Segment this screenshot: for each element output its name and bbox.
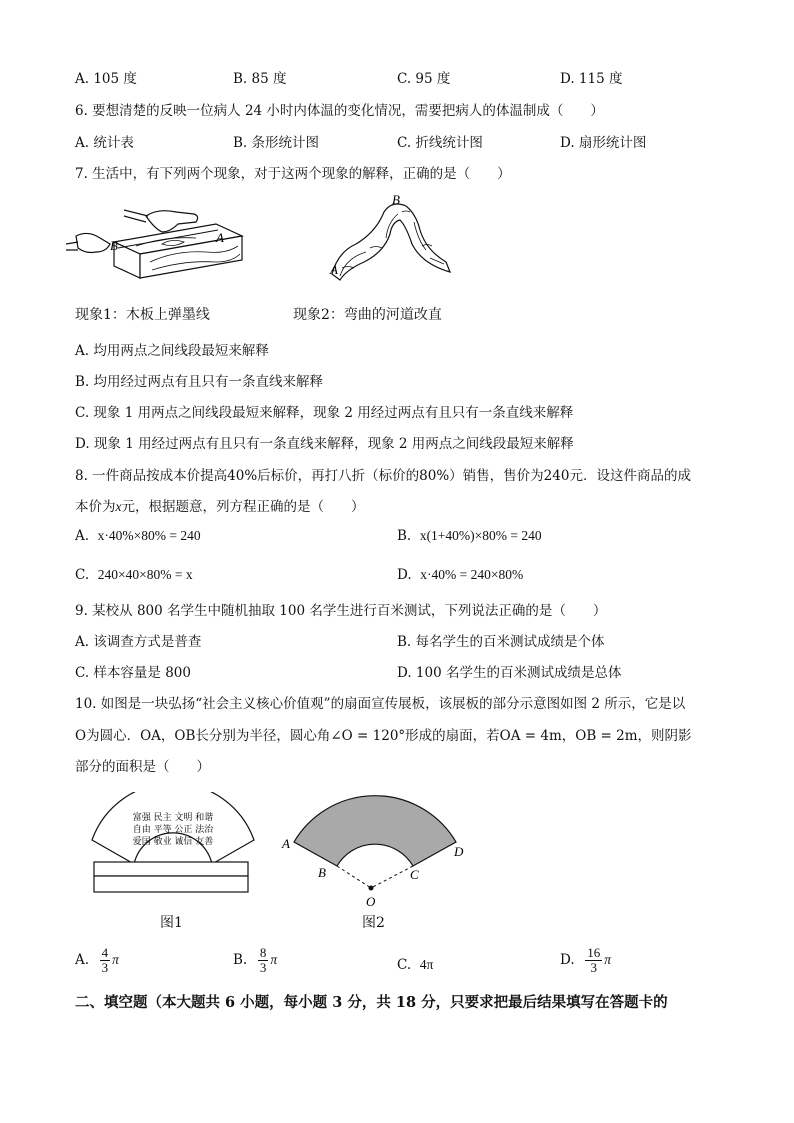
q8-option-c bbox=[75, 567, 193, 583]
sector-label-b: B bbox=[318, 865, 326, 880]
q10-option-b-pi: π bbox=[270, 952, 278, 967]
sector-label-o: O bbox=[366, 894, 376, 909]
q9-option-b: B. 每名学生的百米测试成绩是个体 bbox=[397, 634, 605, 650]
q10-option-a-den: 3 bbox=[101, 960, 109, 975]
q7-fig1-label-a: A bbox=[216, 230, 224, 245]
q8-stem-text-b: 元，根据题意，列方程正确的是（ ） bbox=[121, 499, 365, 515]
q10-figure-sector bbox=[276, 786, 476, 910]
q10-option-a-num: 4 bbox=[101, 945, 109, 960]
q8-option-b-expr: x(1+40%)×80% = 240 bbox=[419, 528, 542, 543]
q10-stem-line3: 部分的面积是（ ） bbox=[75, 759, 210, 775]
q9-stem: 9. 某校从 800 名学生中随机抽取 100 名学生进行百米测试，下列说法正确的是（ ） bbox=[75, 603, 607, 619]
q10-option-c-label: C. bbox=[397, 957, 412, 973]
q7-fig1-caption: 现象1：木板上弹墨线 bbox=[75, 307, 210, 323]
q5-option-d: D. 115 度 bbox=[560, 71, 623, 87]
q10-figure-fan-board bbox=[88, 792, 258, 902]
q6-option-d: D. 扇形统计图 bbox=[560, 135, 647, 151]
q8-option-d-expr: x·40% = 240×80% bbox=[420, 567, 524, 582]
q9-option-c: C. 样本容量是 800 bbox=[75, 665, 191, 681]
q10-option-a-pi: π bbox=[112, 952, 119, 967]
q7-option-b: B. 均用经过两点有且只有一条直线来解释 bbox=[75, 374, 324, 390]
q6-option-b: B. 条形统计图 bbox=[233, 135, 320, 151]
q7-fig2-label-b: B bbox=[392, 192, 400, 207]
q8-option-d-label: D. bbox=[397, 567, 412, 583]
q8-variable: x bbox=[115, 499, 122, 514]
q7-fig2-caption: 现象2：弯曲的河道改直 bbox=[293, 307, 442, 323]
section-2-heading: 二、填空题（本大题共 6 小题，每小题 3 分，共 18 分，只要求把最后结果填写在答题卡的 bbox=[75, 994, 668, 1011]
sector-label-a: A bbox=[282, 836, 290, 851]
q6-stem: 6. 要想清楚的反映一位病人 24 小时内体温的变化情况，需要把病人的体温制成（ ） bbox=[75, 103, 604, 119]
q8-option-b-label: B. bbox=[397, 528, 412, 544]
q10-option-d bbox=[560, 946, 611, 975]
q10-option-d-label: D. bbox=[560, 952, 575, 968]
q7-figure-river bbox=[326, 192, 456, 288]
q10-option-b-den: 3 bbox=[259, 960, 267, 975]
q7-stem: 7. 生活中，有下列两个现象，对于这两个现象的解释，正确的是（ ） bbox=[75, 166, 511, 182]
q10-option-b bbox=[233, 946, 277, 975]
q10-option-c-expr: 4π bbox=[419, 957, 434, 972]
q10-option-d-fraction bbox=[585, 946, 602, 975]
q8-stem-text-a: 本价为 bbox=[75, 499, 116, 515]
q5-option-a: A. 105 度 bbox=[75, 71, 137, 87]
q10-fig2-caption: 图2 bbox=[362, 915, 385, 931]
q9-option-d: D. 100 名学生的百米测试成绩是总体 bbox=[397, 665, 622, 681]
q10-option-d-num: 16 bbox=[587, 945, 601, 960]
q6-option-c: C. 折线统计图 bbox=[397, 135, 483, 151]
q10-option-d-pi: π bbox=[604, 952, 611, 967]
q7-option-a: A. 均用两点之间线段最短来解释 bbox=[75, 343, 269, 359]
q8-option-a-label: A. bbox=[75, 528, 90, 544]
fan-row-2: 自由 平等 公正 法治 bbox=[132, 825, 214, 835]
sector-label-d: D bbox=[454, 844, 464, 859]
sector-label-c: C bbox=[410, 867, 419, 882]
q5-option-b: B. 85 度 bbox=[233, 71, 287, 87]
q10-option-b-num: 8 bbox=[259, 945, 267, 960]
q10-stem-line1: 10. 如图是一块弘扬“社会主义核心价值观”的扇面宣传展板，该展板的部分示意图如图 2 所示，它是以 bbox=[75, 696, 686, 712]
q10-option-c bbox=[397, 957, 433, 973]
q8-stem-line2 bbox=[75, 495, 365, 515]
q7-fig1-label-b: B bbox=[110, 238, 118, 253]
q7-fig2-label-a: A bbox=[330, 262, 338, 277]
q8-option-b bbox=[397, 528, 542, 544]
q10-stem-line2: O为圆心．OA，OB长分别为半径，圆心角∠O = 120°形成的扇面，若OA = 4m，OB = 2m，则阴影 bbox=[75, 728, 692, 744]
q10-option-a-fraction bbox=[100, 946, 111, 975]
q10-option-d-den: 3 bbox=[590, 960, 597, 975]
fan-row-3: 爱国 敬业 诚信 友善 bbox=[132, 837, 214, 847]
q8-option-a bbox=[75, 528, 201, 544]
q5-option-c: C. 95 度 bbox=[397, 71, 451, 87]
q10-fig1-caption: 图1 bbox=[160, 915, 183, 931]
q8-option-d bbox=[397, 567, 523, 583]
q7-figure-board bbox=[66, 202, 246, 292]
q10-option-a-label: A. bbox=[75, 952, 90, 968]
q8-stem-line1: 8. 一件商品按成本价提高40%后标价，再打八折（标价的80%）销售，售价为240元．设这件商品的成 bbox=[75, 468, 691, 484]
q10-option-b-label: B. bbox=[233, 952, 248, 968]
q10-option-a bbox=[75, 946, 119, 975]
q6-option-a: A. 统计表 bbox=[75, 135, 134, 151]
q8-option-c-label: C. bbox=[75, 567, 90, 583]
q8-option-a-expr: x·40%×80% = 240 bbox=[97, 528, 201, 543]
q8-option-c-expr: 240×40×80% = x bbox=[97, 567, 193, 582]
q9-option-a: A. 该调查方式是普查 bbox=[75, 634, 202, 650]
q10-option-b-fraction bbox=[258, 946, 269, 975]
q7-option-d: D. 现象 1 用经过两点有且只有一条直线来解释，现象 2 用两点之间线段最短来解释 bbox=[75, 436, 574, 452]
q7-option-c: C. 现象 1 用两点之间线段最短来解释，现象 2 用经过两点有且只有一条直线来解释 bbox=[75, 405, 574, 421]
fan-row-1: 富强 民主 文明 和谐 bbox=[132, 813, 214, 823]
